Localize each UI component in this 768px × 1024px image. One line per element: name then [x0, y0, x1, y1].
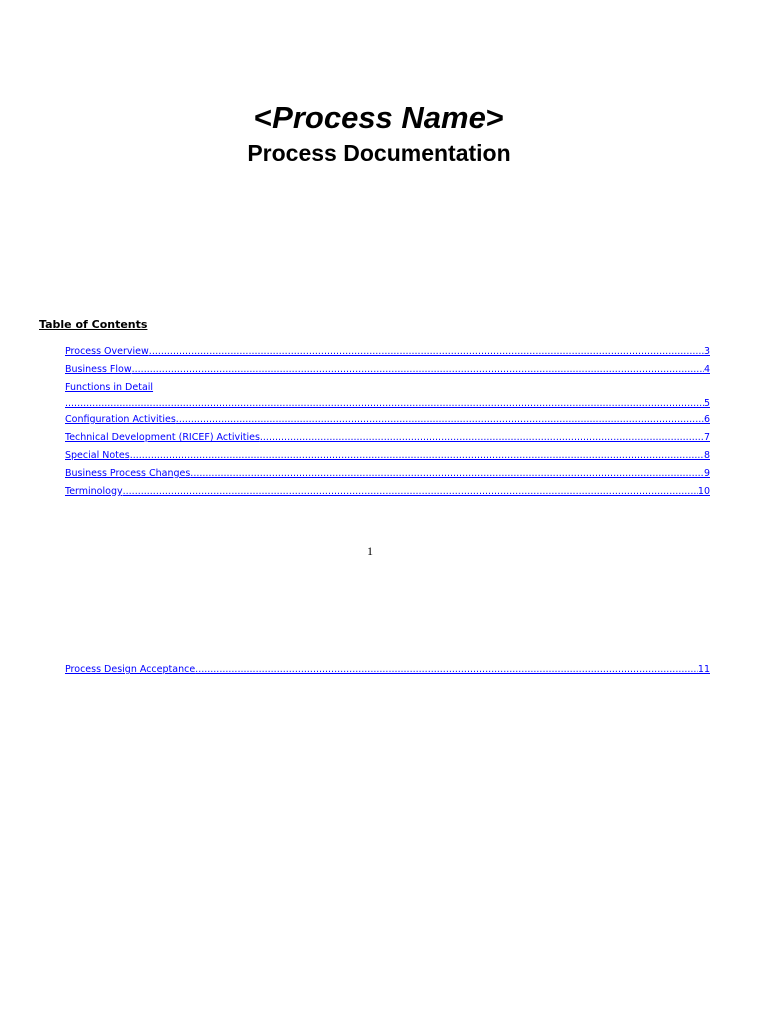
table-of-contents-continued [65, 663, 710, 681]
toc-entry-page: 7 [703, 432, 710, 443]
toc-entry-configuration-activities[interactable] [65, 413, 710, 431]
table-of-contents [65, 345, 710, 503]
process-name: Process Name [272, 100, 486, 135]
toc-entry-label: Configuration Activities [65, 414, 176, 425]
toc-entry-page: 8 [703, 450, 710, 461]
document-title [0, 98, 758, 138]
toc-dot-leader [65, 397, 704, 411]
toc-dot-leader [149, 345, 704, 359]
title-suffix: > [485, 100, 504, 135]
toc-entry-page: 6 [703, 414, 710, 425]
toc-entry-label: Business Flow [65, 364, 132, 375]
toc-entry-page: 3 [703, 346, 710, 357]
toc-entry-label: Process Design Acceptance [65, 664, 196, 675]
toc-entry-page: 4 [703, 364, 710, 375]
toc-dot-leader [132, 363, 704, 377]
toc-entry-label: Special Notes [65, 450, 130, 461]
toc-entry-business-flow[interactable] [65, 363, 710, 381]
toc-dot-leader [190, 467, 704, 481]
toc-dot-leader [123, 485, 698, 499]
toc-entry-page: 9 [703, 468, 710, 479]
title-block [0, 98, 758, 168]
toc-entry-page: 10 [697, 486, 710, 497]
toc-entry-label: Terminology [65, 486, 123, 497]
toc-dot-leader [260, 431, 704, 445]
toc-entry-page: 5 [703, 398, 710, 409]
toc-entry-label: Business Process Changes [65, 468, 191, 479]
toc-entry-label: Technical Development (RICEF) Activities [65, 432, 260, 443]
toc-entry-process-design-acceptance[interactable] [65, 663, 710, 681]
toc-entry-functions-in-detail[interactable] [65, 381, 710, 413]
page-number: 1 [367, 544, 373, 558]
toc-entry-label: Process Overview [65, 346, 149, 357]
toc-dot-leader [130, 449, 704, 463]
title-prefix: < [254, 100, 273, 135]
toc-heading: Table of Contents [39, 318, 148, 331]
toc-dot-leader [195, 663, 698, 677]
toc-entry-special-notes[interactable] [65, 449, 710, 467]
toc-entry-business-process-changes[interactable] [65, 467, 710, 485]
toc-entry-technical-development[interactable] [65, 431, 710, 449]
toc-entry-label: Functions in Detail [65, 382, 154, 393]
toc-entry-terminology[interactable] [65, 485, 710, 503]
document-subtitle: Process Documentation [247, 140, 511, 166]
toc-entry-page: 11 [697, 664, 710, 675]
toc-dot-leader [176, 413, 704, 427]
toc-entry-process-overview[interactable] [65, 345, 710, 363]
